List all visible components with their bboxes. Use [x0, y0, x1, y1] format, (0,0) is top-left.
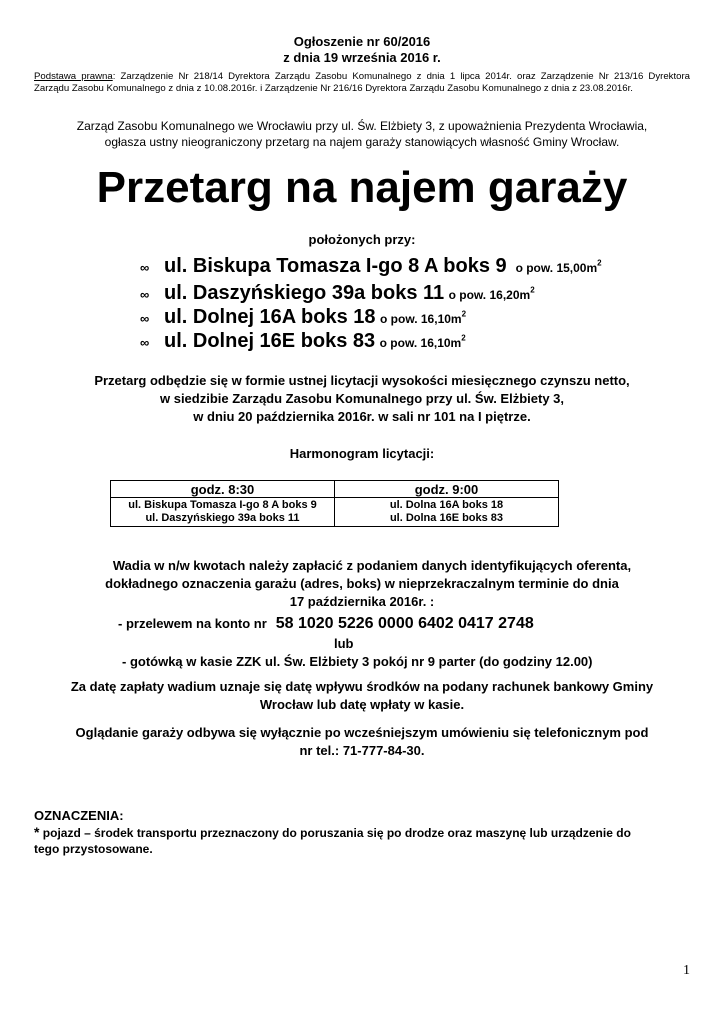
location-item: [140, 306, 466, 329]
location-name: ul. Daszyńskiego 39a boks 11: [164, 282, 445, 304]
schedule-entry: ul. Biskupa Tomasza I-go 8 A boks 9: [128, 499, 317, 511]
bank-account-number: 58 1020 5226 0000 6402 0417 2748: [275, 615, 534, 632]
bullet-icon: ∞: [140, 260, 150, 276]
legal-basis: [34, 71, 690, 95]
page-title: Przetarg na najem garaży: [96, 163, 628, 212]
location-area: o pow. 16,10m: [379, 336, 462, 350]
location-area: o pow. 15,00m: [515, 261, 598, 275]
bank-transfer-row: [118, 615, 534, 633]
deposit-line3: 17 października 2016r. :: [289, 594, 435, 609]
location-name: ul. Dolnej 16E boks 83: [164, 330, 376, 352]
location-item: [140, 282, 535, 305]
location-item: [140, 255, 602, 278]
intro-line1: Zarząd Zasobu Komunalnego we Wrocławiu przy ul. Św. Elżbiety 3, z upoważnienia Prezydenta Wrocławia,: [76, 119, 648, 133]
area-unit-exponent: 2: [461, 333, 466, 343]
legal-basis-label: Podstawa prawna: [34, 71, 113, 82]
area-unit-exponent: 2: [530, 285, 535, 295]
location-area: o pow. 16,20m: [448, 288, 531, 302]
notes-definition: [34, 824, 690, 857]
area-unit-exponent: 2: [461, 309, 467, 319]
located-at-label: położonych przy:: [308, 232, 416, 247]
bullet-icon: ∞: [140, 287, 150, 303]
announcement-number: Ogłoszenie nr 60/2016: [293, 34, 431, 49]
schedule-cell: [335, 498, 559, 527]
legal-basis-line2: Zarządu Zasobu Komunalnego z dnia z 10.08.2016r. i Zarządzenie Nr 216/16 Dyrektora Zarządu Zasobu Komunalnego z dnia z 23.08.2016r.: [34, 83, 633, 94]
location-area: o pow. 16,10m: [380, 312, 462, 326]
schedule-time-830: godz. 8:30: [111, 481, 335, 498]
auction-info-line2: w siedzibie Zarządu Zasobu Komunalnego przy ul. Św. Elżbiety 3,: [159, 391, 565, 406]
or-label: lub: [334, 636, 354, 651]
asterisk-symbol: *: [34, 824, 40, 840]
viewing-line2: nr tel.: 71-777-84-30.: [299, 743, 425, 758]
schedule-time-900: godz. 9:00: [335, 481, 559, 498]
bullet-icon: ∞: [140, 311, 150, 327]
location-item: [140, 330, 466, 353]
payment-date-line1: Za datę zapłaty wadium uznaje się datę wpływu środków na podany rachunek bankowy Gminy: [70, 679, 654, 694]
bank-transfer-label: - przelewem na konto nr: [118, 616, 267, 631]
bullet-icon: ∞: [140, 335, 150, 351]
viewing-line1: Oglądanie garaży odbywa się wyłącznie po wcześniejszym umówieniu się telefonicznym pod: [75, 725, 649, 740]
deposit-line2: dokładnego oznaczenia garażu (adres, boks) w nieprzekraczalnym terminie do dnia: [105, 576, 619, 591]
auction-info-line1: Przetarg odbędzie się w formie ustnej licytacji wysokości miesięcznego czynszu netto,: [94, 373, 630, 388]
area-unit-exponent: 2: [597, 258, 602, 268]
location-name: ul. Dolnej 16A boks 18: [164, 306, 376, 328]
schedule-title: Harmonogram licytacji:: [289, 446, 435, 461]
announcement-date: z dnia 19 września 2016 r.: [283, 50, 441, 65]
page-number: 1: [683, 963, 690, 978]
schedule-entry: ul. Daszyńskiego 39a boks 11: [145, 512, 300, 524]
intro-line2: ogłasza ustny nieograniczony przetarg na najem garaży stanowiących własność Gminy Wrocław.: [104, 135, 620, 149]
schedule-entry: ul. Dolna 16E boks 83: [389, 512, 504, 524]
schedule-entry: ul. Dolna 16A boks 18: [389, 499, 504, 511]
payment-date-line2: Wrocław lub datę wpłaty w kasie.: [259, 697, 465, 712]
schedule-table: [110, 480, 559, 527]
location-name: ul. Biskupa Tomasza I-go 8 A boks 9: [164, 255, 507, 277]
notes-line1: pojazd – środek transportu przeznaczony do poruszania się po drodze oraz maszynę lub urządzenie do: [39, 826, 631, 840]
auction-info-line3: w dniu 20 października 2016r. w sali nr 101 na I piętrze.: [193, 409, 531, 424]
cash-payment-line: - gotówką w kasie ZZK ul. Św. Elżbiety 3 pokój nr 9 parter (do godziny 12.00): [122, 654, 593, 669]
deposit-line1: Wadia w n/w kwotach należy zapłacić z podaniem danych identyfikujących oferenta,: [112, 558, 632, 573]
notes-title: OZNACZENIA:: [34, 808, 124, 823]
legal-basis-line1: : Zarządzenie Nr 218/14 Dyrektora Zarządu Zasobu Komunalnego z dnia 1 lipca 2014r. oraz Zarządzenie Nr 213/16 Dyrektora: [112, 71, 691, 82]
notes-line2: tego przystosowane.: [34, 842, 153, 856]
schedule-cell: [111, 498, 335, 527]
